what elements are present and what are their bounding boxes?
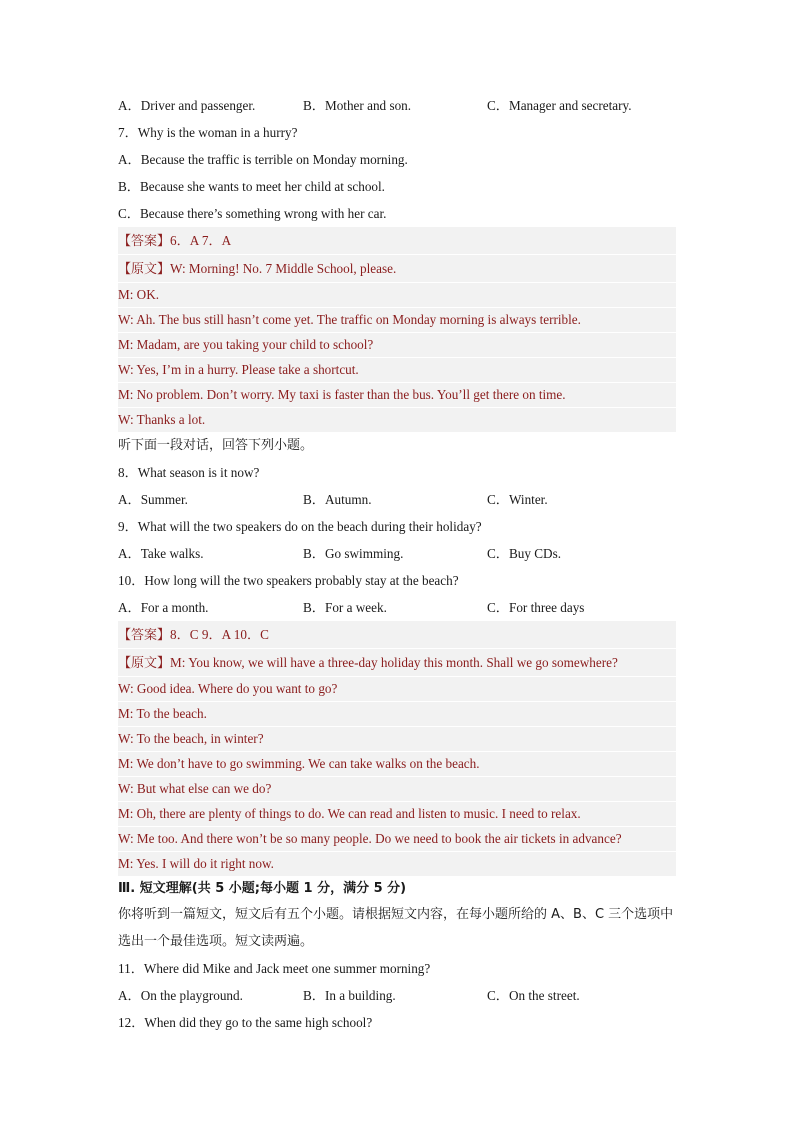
q9-question: 9．What will the two speakers do on the beach during their holiday? [118, 519, 482, 534]
answer-text: 8．C 9．A 10．C [170, 627, 269, 642]
section-instructions: 你将听到一篇短文，短文后有五个小题。请根据短文内容，在每小题所给的 A、B、C 三个选项中选出一个最佳选项。短文读两遍。 [118, 907, 674, 949]
transcript-line: M: To the beach. [118, 702, 676, 727]
transcript-tag: 【原文】 [118, 656, 171, 671]
section-intro: 听下面一段对话，回答下列小题。 [118, 438, 314, 453]
section-heading: Ⅲ. 短文理解(共 5 小题;每小题 1 分，满分 5 分) [118, 881, 407, 896]
transcript-text: M: You know, we will have a three-day holiday this month. Shall we go somewhere? [170, 655, 618, 670]
q11-option-a[interactable]: A．On the playground. [118, 988, 243, 1003]
q7-option-b[interactable]: B．Because she wants to meet her child at school. [118, 179, 385, 194]
transcript-line: W: Ah. The bus still hasn’t come yet. The traffic on Monday morning is always terrible. [118, 308, 676, 333]
q6-option-c[interactable]: C．Manager and secretary. [487, 98, 632, 113]
transcript-line: W: But what else can we do? [118, 777, 676, 802]
q8-option-a[interactable]: A．Summer. [118, 492, 188, 507]
q10-question: 10．How long will the two speakers probably stay at the beach? [118, 573, 459, 588]
q11-option-b[interactable]: B．In a building. [303, 988, 396, 1003]
q10-option-b[interactable]: B．For a week. [303, 600, 387, 615]
transcript-line: M: OK. [118, 283, 676, 308]
transcript-line [118, 255, 676, 283]
q6-options [118, 92, 676, 119]
transcript-line: W: Me too. And there won’t be so many people. Do we need to book the air tickets in advance? [118, 827, 676, 852]
transcript-line: M: Madam, are you taking your child to school? [118, 333, 676, 358]
q11-options [118, 982, 676, 1009]
transcript-line [118, 649, 676, 677]
q10-option-c[interactable]: C．For three days [487, 600, 585, 615]
transcript-line: M: Yes. I will do it right now. [118, 852, 676, 876]
transcript-line: W: Good idea. Where do you want to go? [118, 677, 676, 702]
transcript-line: W: Yes, I’m in a hurry. Please take a shortcut. [118, 358, 676, 383]
exam-page [118, 92, 676, 1036]
q7-option-c[interactable]: C．Because there’s something wrong with her car. [118, 206, 387, 221]
q7-option-a[interactable]: A．Because the traffic is terrible on Monday morning. [118, 152, 408, 167]
answer-tag: 【答案】 [118, 628, 171, 643]
q6-option-b[interactable]: B．Mother and son. [303, 98, 412, 113]
answer-text: 6．A 7．A [170, 233, 232, 248]
transcript-tag: 【原文】 [118, 262, 171, 277]
transcript-line: W: To the beach, in winter? [118, 727, 676, 752]
transcript-line: M: No problem. Don’t worry. My taxi is faster than the bus. You’ll get there on time. [118, 383, 676, 408]
answer-line [118, 227, 676, 255]
q9-option-c[interactable]: C．Buy CDs. [487, 546, 562, 561]
answer-line [118, 621, 676, 649]
answer-block-1 [118, 227, 676, 432]
q8-options [118, 486, 676, 513]
transcript-line: M: We don’t have to go swimming. We can take walks on the beach. [118, 752, 676, 777]
answer-block-2 [118, 621, 676, 876]
q10-option-a[interactable]: A．For a month. [118, 600, 209, 615]
q12-question: 12．When did they go to the same high school? [118, 1015, 373, 1030]
transcript-line: M: Oh, there are plenty of things to do. We can read and listen to music. I need to relax. [118, 802, 676, 827]
q9-options [118, 540, 676, 567]
transcript-line: W: Thanks a lot. [118, 408, 676, 432]
q11-option-c[interactable]: C．On the street. [487, 988, 580, 1003]
q7-question: 7．Why is the woman in a hurry? [118, 125, 298, 140]
q10-options [118, 594, 676, 621]
q9-option-a[interactable]: A．Take walks. [118, 546, 204, 561]
q8-option-c[interactable]: C．Winter. [487, 492, 548, 507]
q9-option-b[interactable]: B．Go swimming. [303, 546, 404, 561]
transcript-text: W: Morning! No. 7 Middle School, please. [170, 261, 397, 276]
answer-tag: 【答案】 [118, 234, 171, 249]
q8-option-b[interactable]: B．Autumn. [303, 492, 372, 507]
q11-question: 11．Where did Mike and Jack meet one summer morning? [118, 961, 431, 976]
q8-question: 8．What season is it now? [118, 465, 260, 480]
q6-option-a[interactable]: A．Driver and passenger. [118, 98, 256, 113]
